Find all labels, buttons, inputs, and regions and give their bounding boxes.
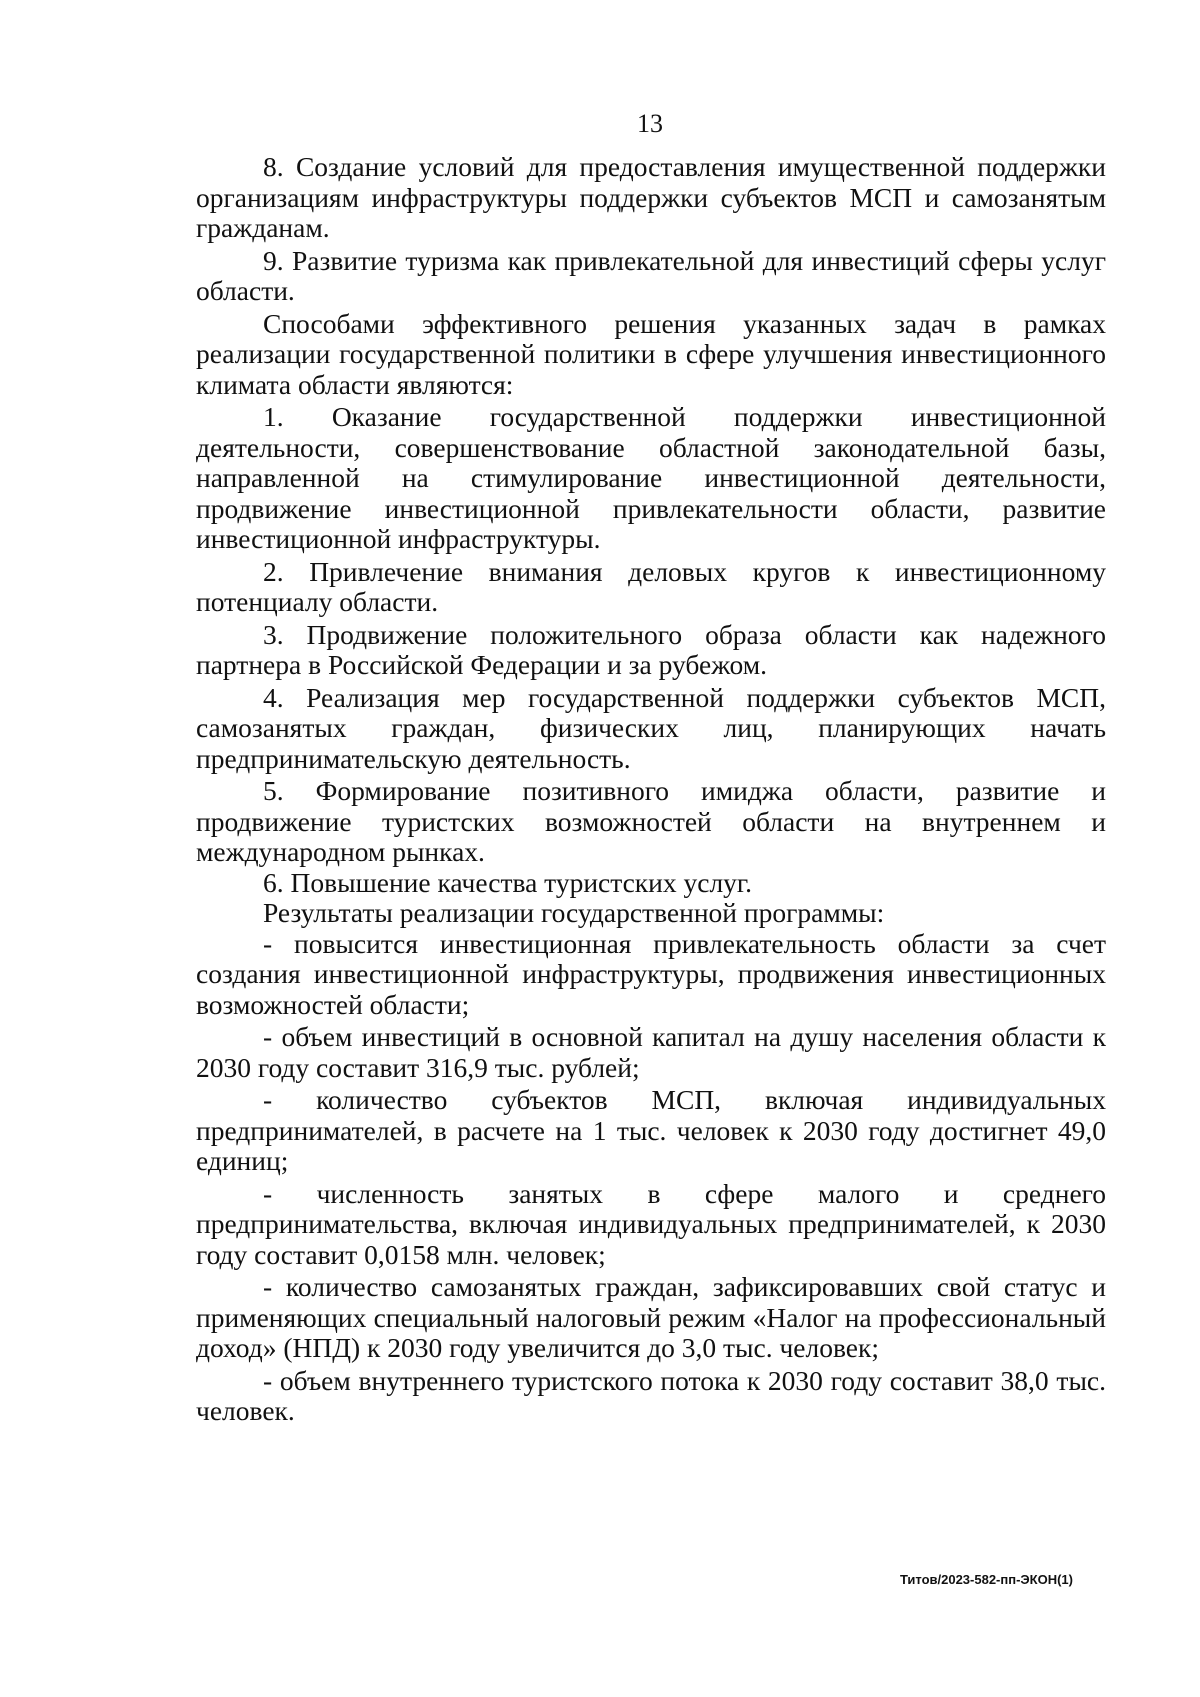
paragraph-result-tourist-flow: - объем внутреннего туристского потока к 2030 году составит 38,0 тыс. человек. (196, 1364, 1106, 1426)
paragraph-method-6: 6. Повышение качества туристских услуг. (263, 866, 752, 898)
paragraph-method-5: 5. Формирование позитивного имиджа области, развитие и продвижение туристских возможностей области на внутреннем и международном рынках. (196, 775, 1106, 867)
page-number: 13 (637, 109, 663, 138)
paragraph-result-msp-employment: - численность занятых в сфере малого и среднего предпринимательства, включая индивидуальных предпринимателей, к 2030 году составит 0,0158 млн. человек; (196, 1177, 1106, 1270)
paragraph-methods-intro: Способами эффективного решения указанных задач в рамках реализации государственной политики в сфере улучшения инвестиционного климата области являются: (196, 307, 1106, 400)
paragraph-task-9: 9. Развитие туризма как привлекательной для инвестиций сферы услуг области. (196, 244, 1106, 306)
paragraph-method-3: 3. Продвижение положительного образа области как надежного партнера в Российской Федерации и за рубежом. (196, 618, 1106, 680)
paragraph-method-1: 1. Оказание государственной поддержки инвестиционной деятельности, совершенствование областной законодательной базы, направленной на стимулирование инвестиционной деятельности, продвижение инвестиционной привлекательности области, развитие инвестиционной инфраструктуры. (196, 401, 1106, 554)
paragraph-result-investment-attractiveness: - повысится инвестиционная привлекательность области за счет создания инвестиционной инфраструктуры, продвижения инвестиционных возможностей области; (196, 927, 1106, 1020)
paragraph-method-4: 4. Реализация мер государственной поддержки субъектов МСП, самозанятых граждан, физических лиц, планирующих начать предпринимательскую деятельность. (196, 681, 1106, 774)
footer-document-code: Титов/2023-582-пп-ЭКОН(1) (899, 1572, 1073, 1587)
paragraph-result-msp-count: - количество субъектов МСП, включая индивидуальных предпринимателей, в расчете на 1 тыс. человек к 2030 году достигнет 49,0 единиц; (196, 1084, 1106, 1176)
paragraph-result-self-employed: - количество самозанятых граждан, зафиксировавших свой статус и применяющих специальный налоговый режим «Налог на профессиональный доход» (НПД) к 2030 году увеличится до 3,0 тыс. человек; (196, 1271, 1106, 1363)
paragraph-results-intro: Результаты реализации государственной программы: (263, 897, 885, 928)
paragraph-result-investment-per-capita: - объем инвестиций в основной капитал на душу населения области к 2030 году составит 316,9 тыс. рублей; (196, 1021, 1106, 1083)
paragraph-task-8: 8. Создание условий для предоставления имущественной поддержки организациям инфраструктуры поддержки субъектов МСП и самозанятым гражданам. (196, 151, 1106, 243)
document-body (196, 152, 1106, 1427)
paragraph-method-2: 2. Привлечение внимания деловых кругов к инвестиционному потенциалу области. (196, 555, 1106, 617)
